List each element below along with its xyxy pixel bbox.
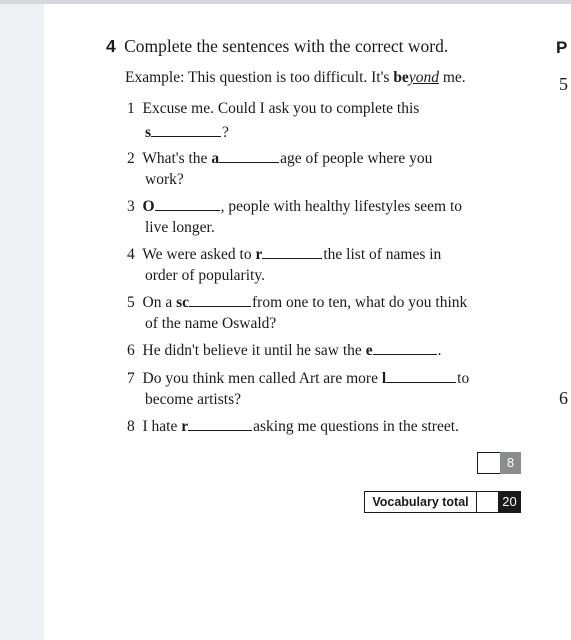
- hint-letter: r: [181, 418, 189, 435]
- item-4-line2: order of popularity.: [145, 267, 265, 284]
- item-text: from one to ten, what do you think: [252, 294, 468, 311]
- exercise-score-max: 8: [500, 452, 521, 474]
- example-bold: be: [393, 69, 409, 86]
- item-number: 5: [127, 294, 135, 311]
- item-number: 7: [127, 370, 135, 387]
- hint-letter: s: [145, 124, 152, 141]
- item-2-line2: work?: [145, 171, 184, 188]
- item-text: Do you think men called Art are more: [142, 370, 382, 387]
- item-number: 8: [127, 418, 135, 435]
- item-text: What's the: [142, 150, 212, 167]
- hint-letter: e: [365, 342, 373, 359]
- item-number: 6: [127, 342, 135, 359]
- answer-blank[interactable]: [262, 245, 322, 259]
- item-3-line2: live longer.: [145, 219, 215, 236]
- item-6: [127, 341, 441, 360]
- exercise-instruction: Complete the sentences with the correct word.: [124, 36, 449, 56]
- hint-letter: sc: [176, 294, 189, 311]
- item-4: [127, 245, 441, 264]
- item-text: On a: [142, 294, 177, 311]
- example-text: This question is too difficult. It's: [188, 69, 394, 86]
- hint-letter: a: [211, 150, 220, 167]
- exercise-number: 4: [106, 36, 116, 56]
- vocabulary-total-label: Vocabulary total: [364, 491, 477, 513]
- item-2: [127, 149, 432, 168]
- example-end: me.: [438, 69, 466, 86]
- item-1: [127, 100, 419, 118]
- hint-letter: r: [255, 246, 263, 263]
- item-8: [127, 417, 459, 436]
- next-column-letter: P: [556, 38, 568, 57]
- item-7: [127, 369, 469, 388]
- item-text: ?: [222, 124, 229, 141]
- item-text: I hate: [142, 418, 182, 435]
- item-7-line2: become artists?: [145, 391, 241, 408]
- item-text: asking me questions in the street.: [253, 418, 459, 435]
- example-line: [125, 69, 466, 87]
- exercise-heading: [106, 36, 448, 57]
- item-3: [127, 197, 462, 216]
- item-text: He didn't believe it until he saw the: [142, 342, 366, 359]
- item-5: [127, 293, 467, 312]
- item-text: , people with healthy lifestyles seem to: [220, 198, 463, 215]
- next-column-number-6: 6: [559, 388, 568, 408]
- item-number: 3: [127, 198, 135, 215]
- item-text: Excuse me. Could I ask you to complete this: [142, 100, 420, 117]
- answer-blank[interactable]: [189, 293, 251, 307]
- vocabulary-score-max: 20: [498, 491, 521, 513]
- item-text: the list of names in: [323, 246, 442, 263]
- item-number: 2: [127, 150, 135, 167]
- hint-letter: l: [381, 370, 387, 387]
- item-text: to: [457, 370, 470, 387]
- item-text: .: [437, 342, 442, 359]
- item-text: age of people where you: [280, 150, 433, 167]
- example-label: Example:: [125, 69, 185, 86]
- answer-blank[interactable]: [219, 149, 279, 163]
- example-answer: yond: [408, 69, 439, 86]
- next-column-number-5: 5: [559, 74, 568, 94]
- item-text: We were asked to: [142, 246, 256, 263]
- textbook-page: [44, 4, 571, 640]
- item-5-line2: of the name Oswald?: [145, 315, 277, 332]
- answer-blank[interactable]: [155, 197, 220, 211]
- answer-blank[interactable]: [373, 341, 437, 355]
- hint-letter: O: [142, 198, 155, 215]
- item-number: 4: [127, 246, 135, 263]
- item-number: 1: [127, 100, 135, 117]
- answer-blank[interactable]: [188, 417, 252, 431]
- item-1-line2: [145, 123, 229, 142]
- answer-blank[interactable]: [151, 123, 221, 137]
- answer-blank[interactable]: [386, 369, 456, 383]
